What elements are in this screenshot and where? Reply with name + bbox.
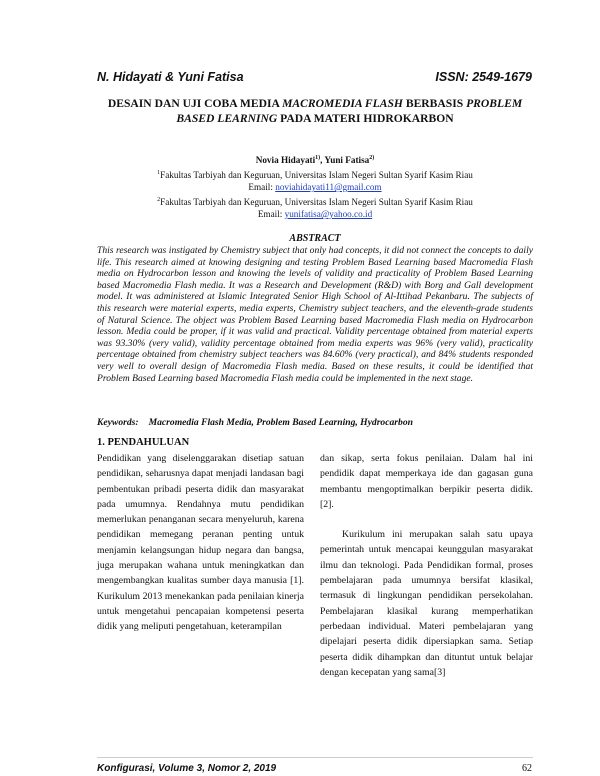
keywords-value: Macromedia Flash Media, Problem Based Learning, Hydrocarbon — [148, 417, 413, 428]
section-heading: 1. PENDAHULUAN — [97, 437, 190, 448]
paragraph-right-2: Kurikulum ini merupakan salah satu upaya pemerintah untuk mencapai keunggulan masyarakat ilmu dan teknologi. Pada Pendidikan formal, proses pembelajaran pada umumnya bersifat klasikal, termasuk di lingkungan pendidikan persekolahan. Pembelajaran klasikal kurang memperhatikan perbedaan individual. Materi pembelajaran yang dipelajari peserta didik dipersiapkan sama. Setiap peserta didik dihampkan dan dituntut untuk belajar dengan kecepatan yang sama[3] — [320, 529, 533, 678]
paragraph-left-1: Pendidikan yang diselenggarakan disetiap satuan pendidikan, seharusnya dapat menjadi landasan bagi pembentukan pribadi peserta didik dan masyarakat pada umumnya. Rendahnya mutu pendidikan memerlukan penanganan secara menyeluruh, karena pendidikan memegang peranan penting untuk menjamin kelangsungan hidup negara dan bangsa, juga merupakan wahana untuk meningkatkan dan mengembangkan kualitas sumber daya manusia [1]. Kurikulum 2013 menekankan pada penilaian kinerja untuk mengetahui pencapaian kompetensi peserta didik yang meliputi pengetahuan, keterampilan — [97, 453, 304, 633]
body-column-right — [320, 451, 533, 680]
abstract-heading: ABSTRACT — [289, 233, 341, 244]
email-link-1[interactable]: noviahidayati11@gmail.com — [275, 182, 382, 193]
paragraph-right-1: dan sikap, serta fokus penilaian. Dalam hal ini pendidik dapat memperkaya ide dan gagasan guna membantu mengoptimalkan berpikir peserta didik. [2]. — [320, 453, 533, 510]
email-link-2[interactable]: yunifatisa@yahoo.co.id — [284, 209, 373, 220]
page-number: 62 — [522, 763, 532, 774]
email-label-2: Email: — [257, 209, 285, 220]
email-line-2 — [97, 208, 533, 221]
affiliation-2-sup: 2 — [157, 196, 161, 203]
title-part-1: DESAIN DAN UJI COBA MEDIA — [107, 97, 283, 110]
title-part-2: MACROMEDIA FLASH — [282, 97, 403, 110]
affiliation-2-text: Fakultas Tarbiyah dan Keguruan, Universitas Islam Negeri Sultan Syarif Kasim Riau — [160, 196, 473, 207]
author-name-1: Novia Hidayati — [255, 155, 316, 166]
footer-journal: Konfigurasi, Volume 3, Nomor 2, 2019 — [97, 763, 277, 774]
author-sup-2: 2) — [369, 155, 375, 161]
author-block — [97, 152, 533, 221]
paper-title — [97, 96, 533, 126]
affiliation-1 — [97, 167, 533, 182]
title-part-3: BERBASIS — [402, 97, 467, 110]
affiliation-1-text: Fakultas Tarbiyah dan Keguruan, Universitas Islam Negeri Sultan Syarif Kasim Riau — [160, 169, 473, 180]
author-names — [97, 152, 533, 167]
title-part-4: PROBLEM BASED LEARNING — [176, 97, 523, 125]
title-part-5: PADA MATERI HIDROKARBON — [277, 112, 454, 125]
affiliation-1-sup: 1 — [157, 169, 161, 176]
running-header-authors: N. Hidayati & Yuni Fatisa — [97, 70, 244, 84]
keywords-line — [97, 417, 533, 428]
footer-divider — [97, 757, 533, 758]
keywords-label: Keywords: — [97, 417, 139, 428]
author-sup-1: 1) — [315, 155, 321, 161]
email-line-1 — [97, 181, 533, 194]
author-name-2: , Yuni Fatisa — [320, 155, 370, 166]
affiliation-2 — [97, 194, 533, 209]
running-header-issn: ISSN: 2549-1679 — [435, 70, 532, 84]
email-label-1: Email: — [248, 182, 276, 193]
abstract-text: This research was instigated by Chemistry subject that only had concepts, it did not connect the concepts to daily life. This research aimed at knowing designing and testing Problem Based Learning based Macromedia Flash media on Hydrocarbon lesson and knowing the levels of validity and practicality of Problem Based Learning based Macromedia Flash media. It was a Research and Development (R&D) with Borg and Gall development model. It was administered at Islamic Integrated Senior High School of Al-Ittihad Pekanbaru. The subjects of this research were material experts, media experts, Chemistry subject teachers, and the eleventh-grade students of Natural Science. The object was Problem Based Learning based Macromedia Flash media on Hydrocarbon lesson. Media could be proper, if it was valid and practical. Validity percentage obtained from material experts was 93.30% (very valid), validity percentage obtained from media experts was 96% (very valid), practicality percentage obtained from chemistry subject teachers was 84.60% (very practical), and 84% students responded very well to overall design of Macromedia Flash media. Based on these results, it could be identified that Problem Based Learning based Macromedia Flash media could be implemented in the next stage. — [97, 245, 533, 384]
body-column-left — [97, 451, 304, 635]
